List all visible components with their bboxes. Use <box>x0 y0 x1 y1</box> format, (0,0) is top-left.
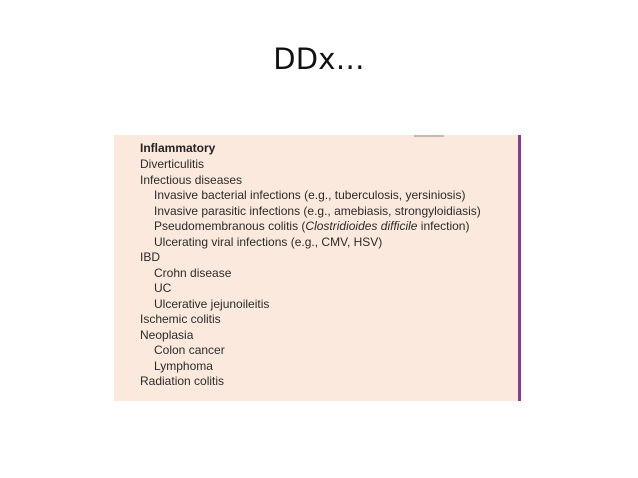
category-heading: Inflammatory <box>140 141 216 155</box>
item-lymphoma: Lymphoma <box>154 358 213 373</box>
item-invasive-parasitic: Invasive parasitic infections (e.g., amebiasis, strongyloidiasis) <box>154 203 481 218</box>
item-neoplasia: Neoplasia <box>140 327 194 342</box>
pseudo-organism-name: Clostridioides difficile <box>305 219 418 233</box>
item-invasive-bacterial: Invasive bacterial infections (e.g., tuberculosis, yersiniosis) <box>154 188 466 202</box>
item-ischemic-colitis: Ischemic colitis <box>140 312 221 326</box>
item-ulcerative-jejunoileitis: Ulcerative jejunoileitis <box>154 296 270 311</box>
item-infectious-diseases: Infectious diseases <box>140 172 243 187</box>
item-uc: UC <box>154 281 172 295</box>
cropped-border-fragment <box>414 135 444 137</box>
item-crohn-disease: Crohn disease <box>154 265 232 280</box>
item-ibd: IBD <box>140 250 161 264</box>
item-diverticulitis: Diverticulitis <box>140 157 205 171</box>
item-ulcerating-viral: Ulcerating viral infections (e.g., CMV, HSV) <box>154 234 383 249</box>
item-pseudomembranous-colitis <box>140 219 510 235</box>
item-radiation-colitis: Radiation colitis <box>140 374 225 388</box>
item-colon-cancer: Colon cancer <box>154 343 225 357</box>
differential-diagnosis-table <box>114 135 521 401</box>
pseudo-text-post: infection) <box>417 219 470 233</box>
pseudo-text-pre: Pseudomembranous colitis ( <box>154 219 306 233</box>
diagnosis-list <box>140 140 510 390</box>
slide-title: DDx… <box>273 42 365 76</box>
